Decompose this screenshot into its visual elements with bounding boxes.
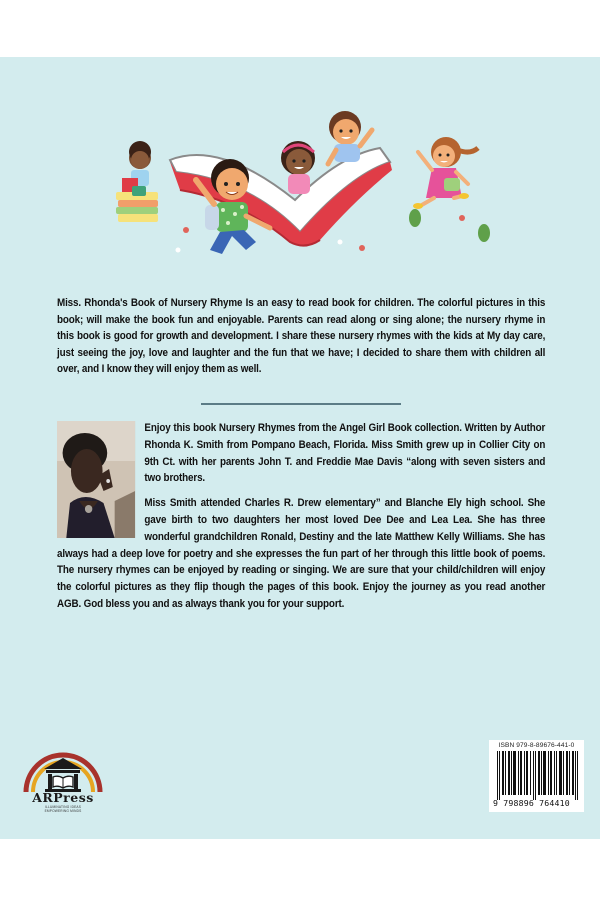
- author-bio-paragraph-2: Miss Smith attended Charles R. Drew elementary” and Blanche Ely high school. She gave birth to two daughters her most loved Dee Dee and Lea Lea. She has three wonderful grandchildren Ronald, Destiny and the late Matthew Kelly Williams. She has always had a deep love for poetry and she expresses the fun part of her through this little book of poems. The nursery rhymes can be enjoyed by reading or singing. We are sure that your child/children will enjoy the colorful pictures as they flip though the pages of this book. Enjoy the journey as you read another AGB. God bless you and as always thank you for your support.: [57, 497, 546, 610]
- library-building-open-book-icon: [22, 736, 104, 794]
- publisher-logo: [22, 736, 104, 818]
- book-description: Miss. Rhonda's Book of Nursery Rhyme Is an easy to read book for children. The colorful pictures in this book; will make the book fun and enjoyable. Parents can read along or sing alone; the nursery rhyme in this book is good for growth and development. I share these nursery rhymes with the kids at My day care, just seeing the joy, love and laughter and the fun that we have; I decided to share them with children all over, and I know they will enjoy them as well.: [57, 297, 546, 376]
- illustration-icon: [110, 100, 495, 260]
- isbn-label: ISBN 979-8-89676-441-0: [498, 742, 575, 749]
- author-bio: [57, 420, 545, 621]
- children-book-illustration: [110, 100, 495, 260]
- publisher-name: ARPress: [32, 790, 94, 805]
- isbn-barcode: [489, 740, 584, 812]
- publisher-tagline: [22, 805, 104, 813]
- author-bio-paragraph-1: Enjoy this book Nursery Rhymes from the Angel Girl Book collection. Written by Author Rhonda K. Smith from Pompano Beach, Florida. Miss Smith grew up in Collier City on 9th Ct. with her parents John T. and Freddie Mae Davis “along with seven sisters and two brothers.: [144, 422, 546, 485]
- author-photo: [57, 421, 135, 538]
- section-divider: [201, 403, 401, 405]
- publisher-tagline-line-2: EMPOWERING MINDS: [44, 809, 82, 813]
- barcode-digits: 9 798896 764410: [493, 798, 570, 808]
- author-portrait-icon: [57, 421, 135, 538]
- barcode-icon: [495, 751, 579, 800]
- publisher-tagline-line-1: ILLUMINATING IDEAS: [44, 805, 82, 809]
